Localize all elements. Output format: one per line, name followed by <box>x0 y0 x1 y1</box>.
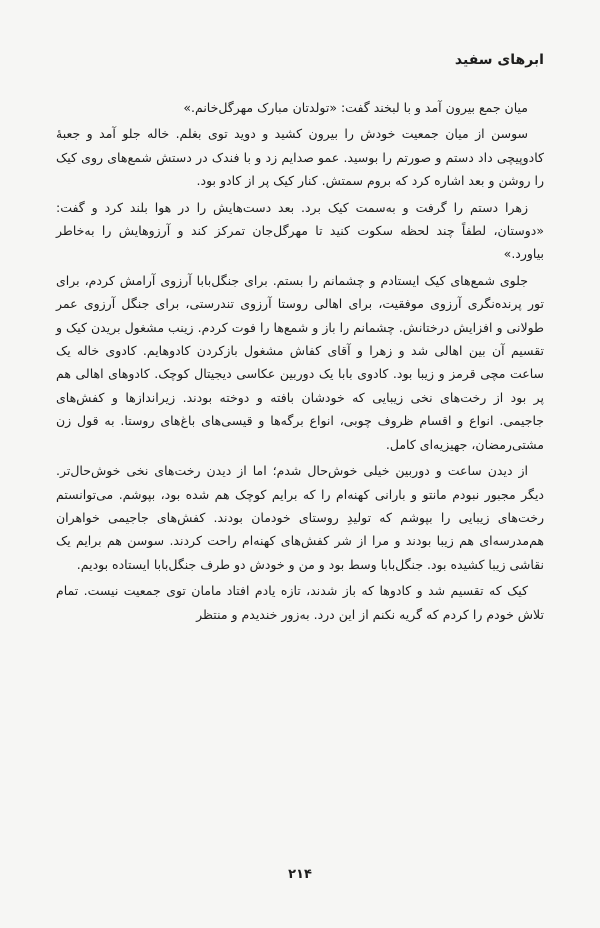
body-text <box>56 96 544 626</box>
paragraph: میان جمع بیرون آمد و با لبخند گفت: «تولدتان مبارک مهرگل‌خانم.» <box>183 100 528 115</box>
paragraph: سوسن از میان جمعیت خودش را بیرون کشید و دوید توی بغلم. خاله جلو آمد و جعبهٔ کادوپیچی داد دستم و صورتم را بوسید. عمو صدایم زد و با فندک در دستش شمع‌های روی کیک را روشن و بعد اشاره کرد که بروم سمتش. کنار کیک پر از کادو بود. <box>56 126 544 189</box>
paragraph: جلوی شمع‌های کیک ایستادم و چشمانم را بستم. برای جنگل‌بابا آرزوی آرامش کردم، برای تور پرنده‌نگری آرزوی موفقیت، برای اهالی روستا آرزوی تندرستی، برای جنگل آرزوی عمر طولانی و افزایش درختانش. چشمانم را باز و شمع‌ها را فوت کردم. زینب مشغول بریدن کیک و تقسیم آن بین اهالی شد و زهرا و آقای کفاش مشغول بازکردن کادوهایم. کادوی خاله یک ساعت مچی قرمز و زیبا بود. کادوی بابا یک دوربین عکاسی دیجیتال کوچک. کادوهای اهالی هم پر بود از رخت‌های نخی زیبایی که خودشان بافته و دوخته بودند. زیراندازها و کفش‌های جاجیمی. انواع و اقسام ظروف چوبی، انواع برگه‌ها و قیسی‌های باغ‌های روستا. به قول زن مشتی‌رمضان، جهیزیه‌ای کامل. <box>56 272 544 452</box>
running-head: ابرهای سفید <box>454 52 544 68</box>
paragraph: از دیدن ساعت و دوربین خیلی خوش‌حال شدم؛ اما از دیدن رخت‌های نخی خوش‌حال‌تر. دیگر مجبور نبودم مانتو و بارانی کهنه‌ام را که برایم کوچک هم شده بود، بپوشم. می‌توانستم رخت‌های زیبایی را بپوشم که تولیدِ روستای خودمان بودند. کفش‌های جاجیمی خواهران هم‌مدرسه‌ای هم زیبا بودند و مرا از شر کفش‌های کهنه‌ام راحت کردند. سوسن هم برایم یک نقاشی زیبا کشیده بود. جنگل‌بابا وسط بود و من و خودش دو طرف جنگل‌بابا ایستاده بودیم. <box>56 463 544 572</box>
page-number: ۲۱۴ <box>288 867 312 882</box>
paragraph: زهرا دستم را گرفت و به‌سمت کیک برد. بعد دست‌هایش را در هوا بلند کرد و گفت: «دوستان، لطفاً چند لحظه سکوت کنید تا مهرگل‌جان تمرکز کند و آرزوهایش را به‌خاطر بیاورد.» <box>56 199 544 262</box>
paragraph: کیک که تقسیم شد و کادوها که باز شدند، تازه یادم افتاد مامان توی جمعیت نیست. تمام تلاش خودم را کردم که گریه نکنم از این درد. به‌زور خندیدم و منتظر <box>56 583 544 622</box>
